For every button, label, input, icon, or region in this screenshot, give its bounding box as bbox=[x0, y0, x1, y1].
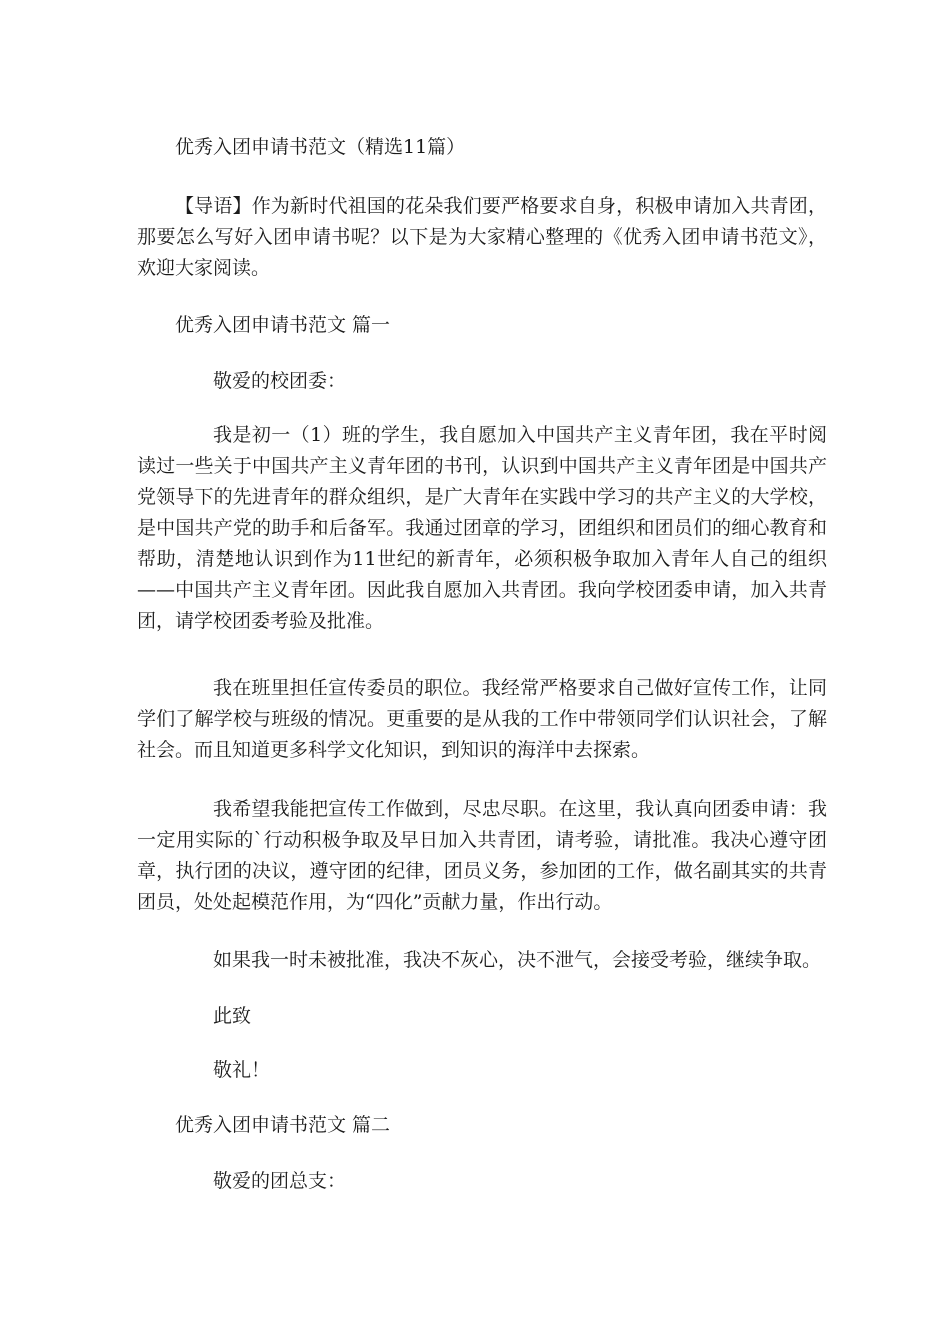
body-paragraph-2: 我在班里担任宣传委员的职位。我经常严格要求自己做好宣传工作，让同学们了解学校与班级的情况。更重要的是从我的工作中带领同学们认识社会，了解社会。而且知道更多科学文化知识，到知识的海洋中去探索。 bbox=[137, 677, 827, 761]
salutation-1: 敬爱的校团委： bbox=[213, 370, 347, 392]
intro-paragraph: 【导语】作为新时代祖国的花朵我们要严格要求自身，积极申请加入共青团，那要怎么写好入团申请书呢？以下是为大家精心整理的《优秀入团申请书范文》，欢迎大家阅读。 bbox=[137, 195, 827, 279]
salutation-2: 敬爱的团总支： bbox=[213, 1170, 347, 1192]
section-heading-2: 优秀入团申请书范文 篇二 bbox=[175, 1114, 391, 1136]
body-paragraph-4: 如果我一时未被批准，我决不灰心，决不泄气，会接受考验，继续争取。 bbox=[213, 949, 822, 971]
closing-line-2: 敬礼！ bbox=[213, 1059, 271, 1081]
document-title: 优秀入团申请书范文（精选11篇） bbox=[175, 136, 466, 158]
body-paragraph-3: 我希望我能把宣传工作做到，尽忠尽职。在这里，我认真向团委申请：我一定用实际的`行动积极争取及早日加入共青团，请考验，请批准。我决心遵守团章，执行团的决议，遵守团的纪律，团员义务，参加团的工作，做名副其实的共青团员，处处起模范作用，为“四化”贡献力量，作出行动。 bbox=[137, 798, 827, 913]
body-paragraph-1: 我是初一（1）班的学生，我自愿加入中国共产主义青年团，我在平时阅读过一些关于中国共产主义青年团的书刊，认识到中国共产主义青年团是中国共产党领导下的先进青年的群众组织，是广大青年在实践中学习的共产主义的大学校，是中国共产党的助手和后备军。我通过团章的学习，团组织和团员们的细心教育和帮助，清楚地认识到作为11世纪的新青年，必须积极争取加入青年人自己的组织——中国共产主义青年团。因此我自愿加入共青团。我向学校团委申请，加入共青团，请学校团委考验及批准。 bbox=[137, 424, 827, 632]
closing-line-1: 此致 bbox=[213, 1005, 252, 1027]
section-heading-1: 优秀入团申请书范文 篇一 bbox=[175, 314, 391, 336]
